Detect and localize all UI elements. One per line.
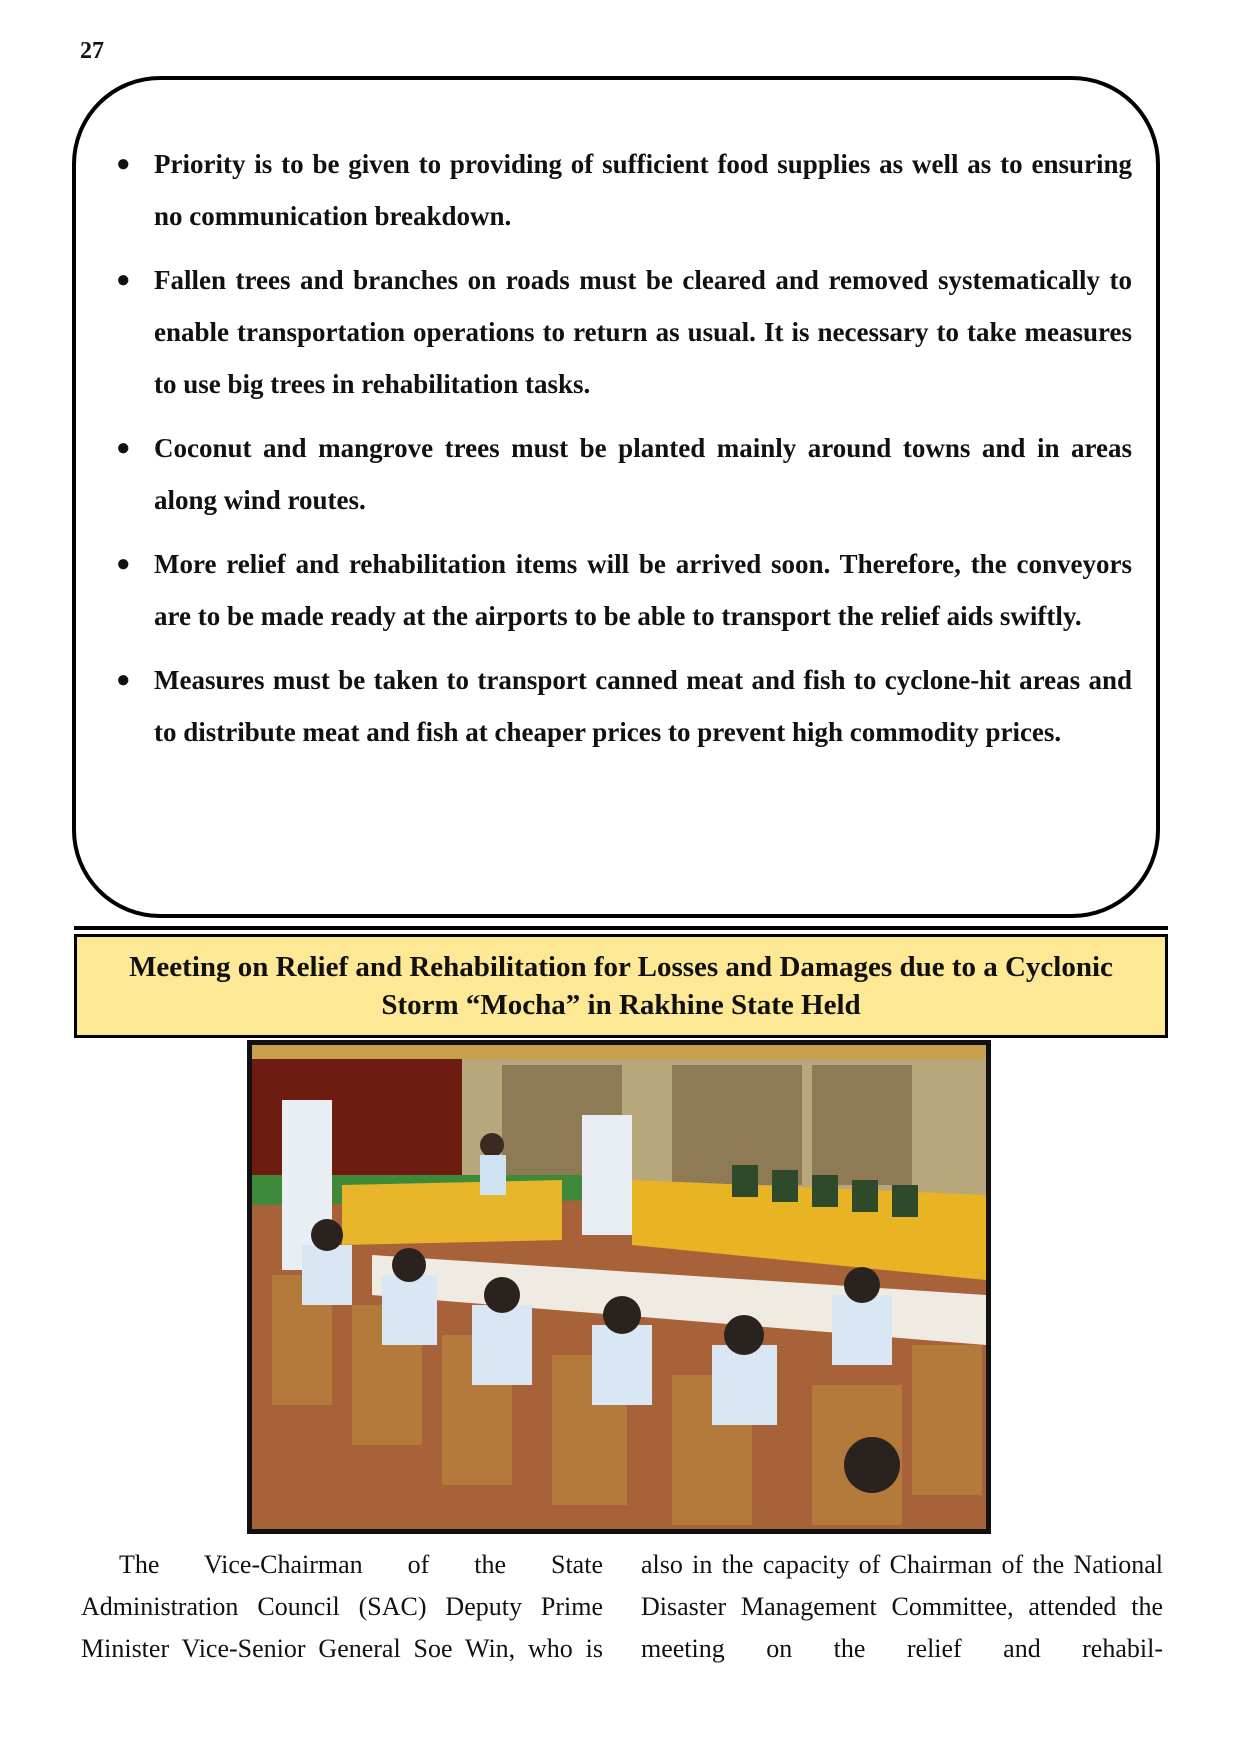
title-divider: [74, 926, 1168, 930]
bullet-icon: ●: [116, 551, 131, 577]
directive-item: [108, 254, 1132, 410]
directive-text: Priority is to be given to providing of sufficient food supplies as well as to ensuring no communication breakdown.: [154, 149, 1132, 231]
directive-text: More relief and rehabilitation items will be arrived soon. Therefore, the conveyors are to be made ready at the airports to be able to transport the relief aids swiftly.: [154, 549, 1132, 631]
directive-text: Coconut and mangrove trees must be planted mainly around towns and in areas along wind routes.: [154, 433, 1132, 515]
article-body-right: also in the capacity of Chairman of the National Disaster Management Committee, attended the meeting on the relief and rehabil-: [641, 1550, 1163, 1663]
article-title-line1: Meeting on Relief and Rehabilitation for Losses and Damages due to a Cyclonic: [129, 951, 1113, 983]
article-title-line2: Storm “Mocha” in Rakhine State Held: [381, 989, 861, 1021]
bullet-icon: ●: [116, 151, 131, 177]
page-number: 27: [80, 38, 104, 64]
directive-item: [108, 422, 1132, 526]
directive-text: Fallen trees and branches on roads must be cleared and removed systematically to enable transportation operations to return as usual. It is necessary to take measures to use big trees in rehabilitation tasks.: [154, 265, 1132, 399]
directives-box: [72, 76, 1160, 918]
bullet-icon: ●: [116, 667, 131, 693]
article-body-left: The Vice-Chairman of the State Administration Council (SAC) Deputy Prime Minister Vice-Senior General Soe Win, who is: [81, 1550, 603, 1663]
directive-text: Measures must be taken to transport canned meat and fish to cyclone-hit areas and to distribute meat and fish at cheaper prices to prevent high commodity prices.: [154, 665, 1132, 747]
article-title-box: [74, 934, 1168, 1038]
directives-list: [108, 138, 1132, 770]
article-title: [86, 948, 1156, 1024]
meeting-photo-illustration: [252, 1045, 986, 1529]
directive-item: [108, 138, 1132, 242]
bullet-icon: ●: [116, 267, 131, 293]
bullet-icon: ●: [116, 435, 131, 461]
directive-item: [108, 538, 1132, 642]
directive-item: [108, 654, 1132, 758]
meeting-photo: [247, 1040, 991, 1534]
